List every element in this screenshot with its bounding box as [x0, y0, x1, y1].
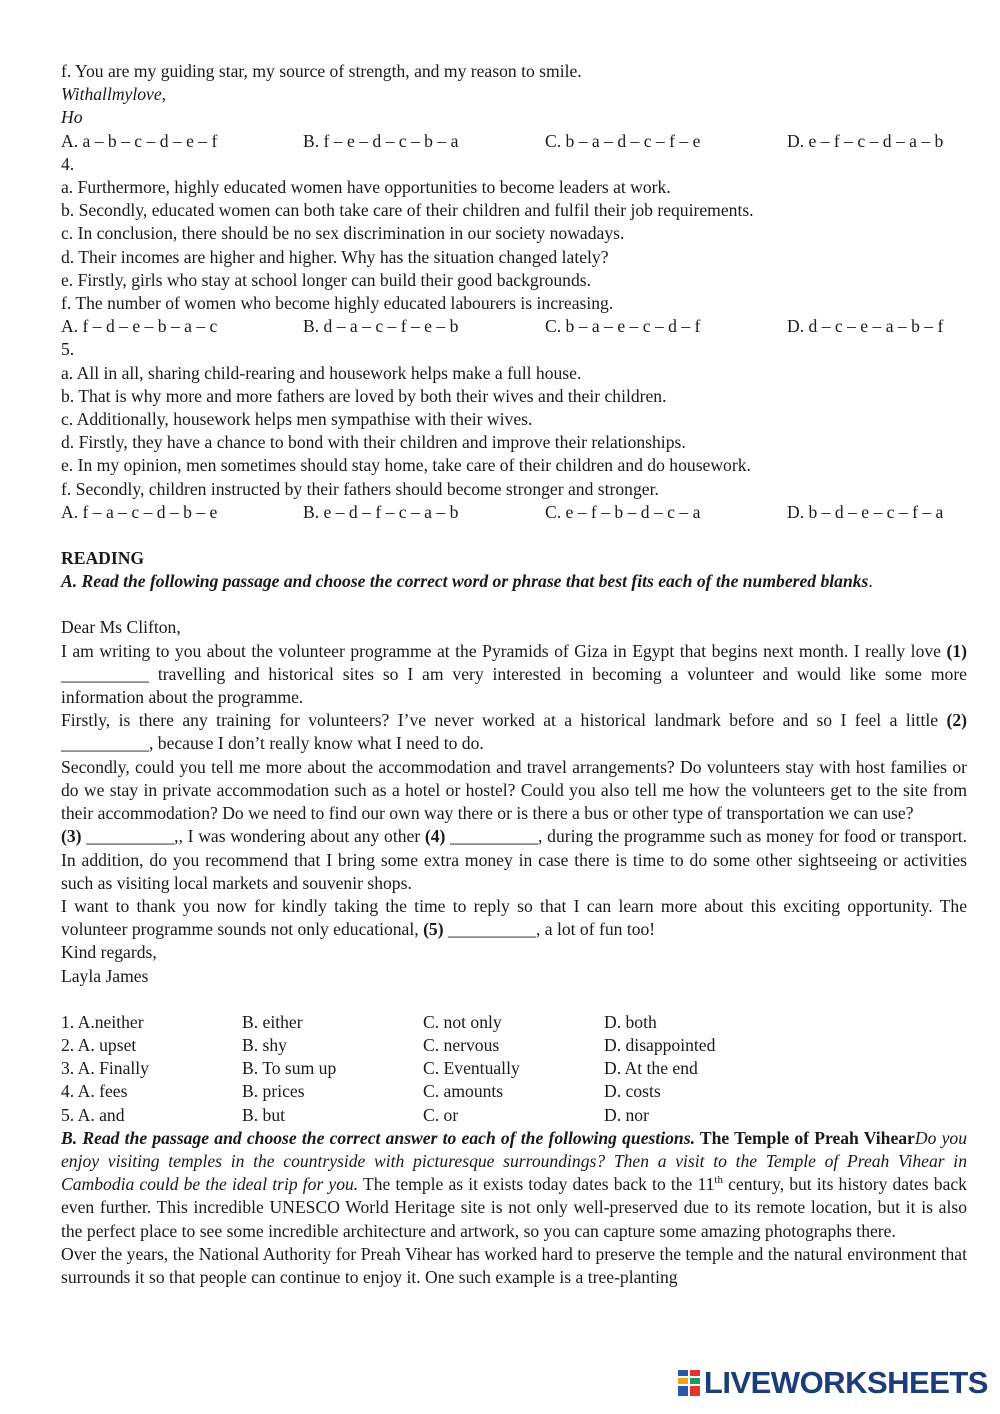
sentence-f: f. You are my guiding star, my source of strength, and my reason to smile.	[61, 61, 582, 81]
sentence-line: e. Firstly, girls who stay at school longer can build their good backgrounds.	[61, 269, 592, 290]
option-d[interactable]: D. d – c – e – a – b – f	[787, 316, 944, 337]
option-b[interactable]: B. e – d – f – c – a – b	[303, 501, 459, 522]
blank-1: __________ travelling and historical sites so I am very interested in becoming a volunteer and would like some more information about the programme.	[61, 663, 967, 708]
option-c[interactable]: C. b – a – d – c – f – e	[545, 130, 701, 151]
choice[interactable]: C. not only	[423, 1011, 502, 1032]
sentence-line: c. In conclusion, there should be no sex discrimination in our society nowadays.	[61, 223, 625, 244]
question-number: 4.	[61, 153, 75, 174]
choice[interactable]: C. Eventually	[423, 1058, 520, 1079]
task-b-instruction: B. Read the passage and choose the correct answer to each of the following questions.	[61, 1127, 695, 1148]
letter-paragraph-3: Secondly, could you tell me more about the accommodation and travel arrangements? Do volunteers stay with host families or do we stay in private accommodation such as a hotel or hostel? Could you also tell me how the volunteers get to the site from their accommodation? Do we need to find our own way there or is there a bus or other type of transportation we can use?	[61, 756, 967, 824]
choice[interactable]: B. To sum up	[242, 1058, 337, 1079]
choice[interactable]: D. nor	[604, 1104, 649, 1125]
liveworksheets-wordmark: LIVEWORKSHEETS	[703, 1365, 988, 1401]
task-b-passage: B. Read the passage and choose the correct answer to each of the following questions. The Temple of Preah VihearDo you enjoy visiting temples in the countryside with picturesque surroundings? Then a visit to the Temple of Preah Vihear in Cambodia could be the ideal trip for you. The temple as it exists today dates back to the 11th century, but its history dates back even further. This incredible UNESCO World Heritage site is not only well-preserved due to its remote location, but it is also the perfect place to see some incredible architecture and artwork, so you can capture some amazing photographs there.	[61, 1127, 967, 1241]
option-b[interactable]: B. d – a – c – f – e – b	[303, 316, 459, 337]
option-c[interactable]: C. b – a – e – c – d – f	[545, 316, 701, 337]
answer-row-2	[61, 1034, 967, 1057]
letter-paragraph-1: I am writing to you about the volunteer programme at the Pyramids of Giza in Egypt that begins next month. I really love (1) __________ travelling and historical sites so I am very interested in becoming a volunteer and would like some more information about the programme.	[61, 640, 967, 708]
option-b[interactable]: B. f – e – d – c – b – a	[303, 130, 459, 151]
sentence-line: a. All in all, sharing child-rearing and housework helps make a full house.	[61, 362, 582, 383]
sentence-line: d. Firstly, they have a chance to bond with their children and improve their relationships.	[61, 432, 686, 453]
letter-closing: Kind regards,	[61, 942, 157, 963]
letter-signature: Layla James	[61, 965, 149, 986]
choice[interactable]: D. costs	[604, 1081, 661, 1102]
letter-paragraph-5: I want to thank you now for kindly taking the time to reply so that I can learn more about this exciting opportunity. The volunteer programme sounds not only educational, (5) __________, a lot of fun too!	[61, 895, 967, 940]
choice[interactable]: C. nervous	[423, 1034, 500, 1055]
answer-row-1	[61, 1011, 967, 1034]
option-a[interactable]: A. f – a – c – d – b – e	[61, 501, 218, 522]
option-a[interactable]: A. a – b – c – d – e – f	[61, 130, 218, 151]
answer-options-q3	[61, 130, 967, 153]
sentence-line: b. Secondly, educated women can both take care of their children and fulfil their job requirements.	[61, 200, 754, 221]
letter-signer: Ho	[61, 107, 83, 128]
choice[interactable]: 3. A. Finally	[61, 1058, 149, 1079]
option-d[interactable]: D. b – d – e – c – f – a	[787, 501, 944, 522]
choice[interactable]: C. or	[423, 1104, 459, 1125]
passage-paragraph-2: Over the years, the National Authority for Preah Vihear has worked hard to preserve the temple and the natural environment that surrounds it so that people can continue to enjoy it. One such example is a tree-planting	[61, 1243, 967, 1287]
letter-paragraph-2: Firstly, is there any training for volunteers? I’ve never worked at a historical landmark before and so I feel a little (2) __________, because I don’t really know what I need to do.	[61, 710, 967, 754]
choice[interactable]: D. At the end	[604, 1058, 698, 1079]
option-c[interactable]: C. e – f – b – d – c – a	[545, 501, 701, 522]
section-heading-reading: READING	[61, 548, 145, 569]
choice[interactable]: B. but	[242, 1104, 286, 1125]
sentence-line: c. Additionally, housework helps men sympathise with their wives.	[61, 409, 533, 430]
letter-paragraph-4: (3) __________,, I was wondering about any other (4) __________, during the programme such as money for food or transport. In addition, do you recommend that I bring some extra money in case there is time to do some other sightseeing or activities such as visiting local markets and souvenir shops.	[61, 826, 967, 893]
choice[interactable]: D. both	[604, 1011, 657, 1032]
worksheet-page	[61, 60, 967, 1289]
choice[interactable]: B. either	[242, 1011, 303, 1032]
answer-grid	[61, 1011, 967, 1127]
sentence-line: b. That is why more and more fathers are loved by both their wives and their children.	[61, 385, 667, 406]
option-a[interactable]: A. f – d – e – b – a – c	[61, 316, 218, 337]
blank-3-label: (3)	[61, 826, 82, 847]
liveworksheets-logo	[678, 1365, 988, 1401]
answer-options-q5	[61, 501, 967, 524]
answer-row-4	[61, 1080, 967, 1103]
letter-signoff: Withallmylove,	[61, 84, 167, 105]
task-a-instruction: A. Read the following passage and choose the correct word or phrase that best fits each of the numbered blanks.	[61, 571, 873, 592]
question-number: 5.	[61, 339, 75, 360]
blank-2-label: (2)	[946, 710, 967, 731]
answer-row-5	[61, 1104, 967, 1127]
sentence-line: d. Their incomes are higher and higher. Why has the situation changed lately?	[61, 246, 609, 267]
sentence-line: e. In my opinion, men sometimes should stay home, take care of their children and do housework.	[61, 455, 751, 476]
option-d[interactable]: D. e – f – c – d – a – b	[787, 130, 944, 151]
choice[interactable]: 4. A. fees	[61, 1081, 128, 1102]
sentence-line: f. Secondly, children instructed by their fathers should become stronger and stronger.	[61, 478, 659, 499]
liveworksheets-logo-icon	[678, 1370, 700, 1396]
sentence-line: a. Furthermore, highly educated women have opportunities to become leaders at work.	[61, 177, 671, 198]
choice[interactable]: C. amounts	[423, 1081, 504, 1102]
blank-5-label: (5)	[423, 919, 444, 940]
choice[interactable]: D. disappointed	[604, 1034, 716, 1055]
blank-1-label: (1)	[946, 640, 967, 661]
choice[interactable]: 2. A. upset	[61, 1034, 137, 1055]
blank-4-label: (4)	[424, 826, 446, 847]
choice[interactable]: B. shy	[242, 1034, 287, 1055]
blank-2: __________, because I don’t really know what I need to do.	[61, 733, 484, 754]
sentence-line: f. The number of women who become highly educated labourers is increasing.	[61, 293, 614, 314]
answer-row-3	[61, 1057, 967, 1080]
passage-title: The Temple of Preah Vihear	[694, 1127, 915, 1148]
choice[interactable]: 1. A.neither	[61, 1011, 144, 1032]
answer-options-q4	[61, 315, 967, 338]
letter-salutation: Dear Ms Clifton,	[61, 617, 181, 638]
choice[interactable]: 5. A. and	[61, 1104, 125, 1125]
choice[interactable]: B. prices	[242, 1081, 305, 1102]
